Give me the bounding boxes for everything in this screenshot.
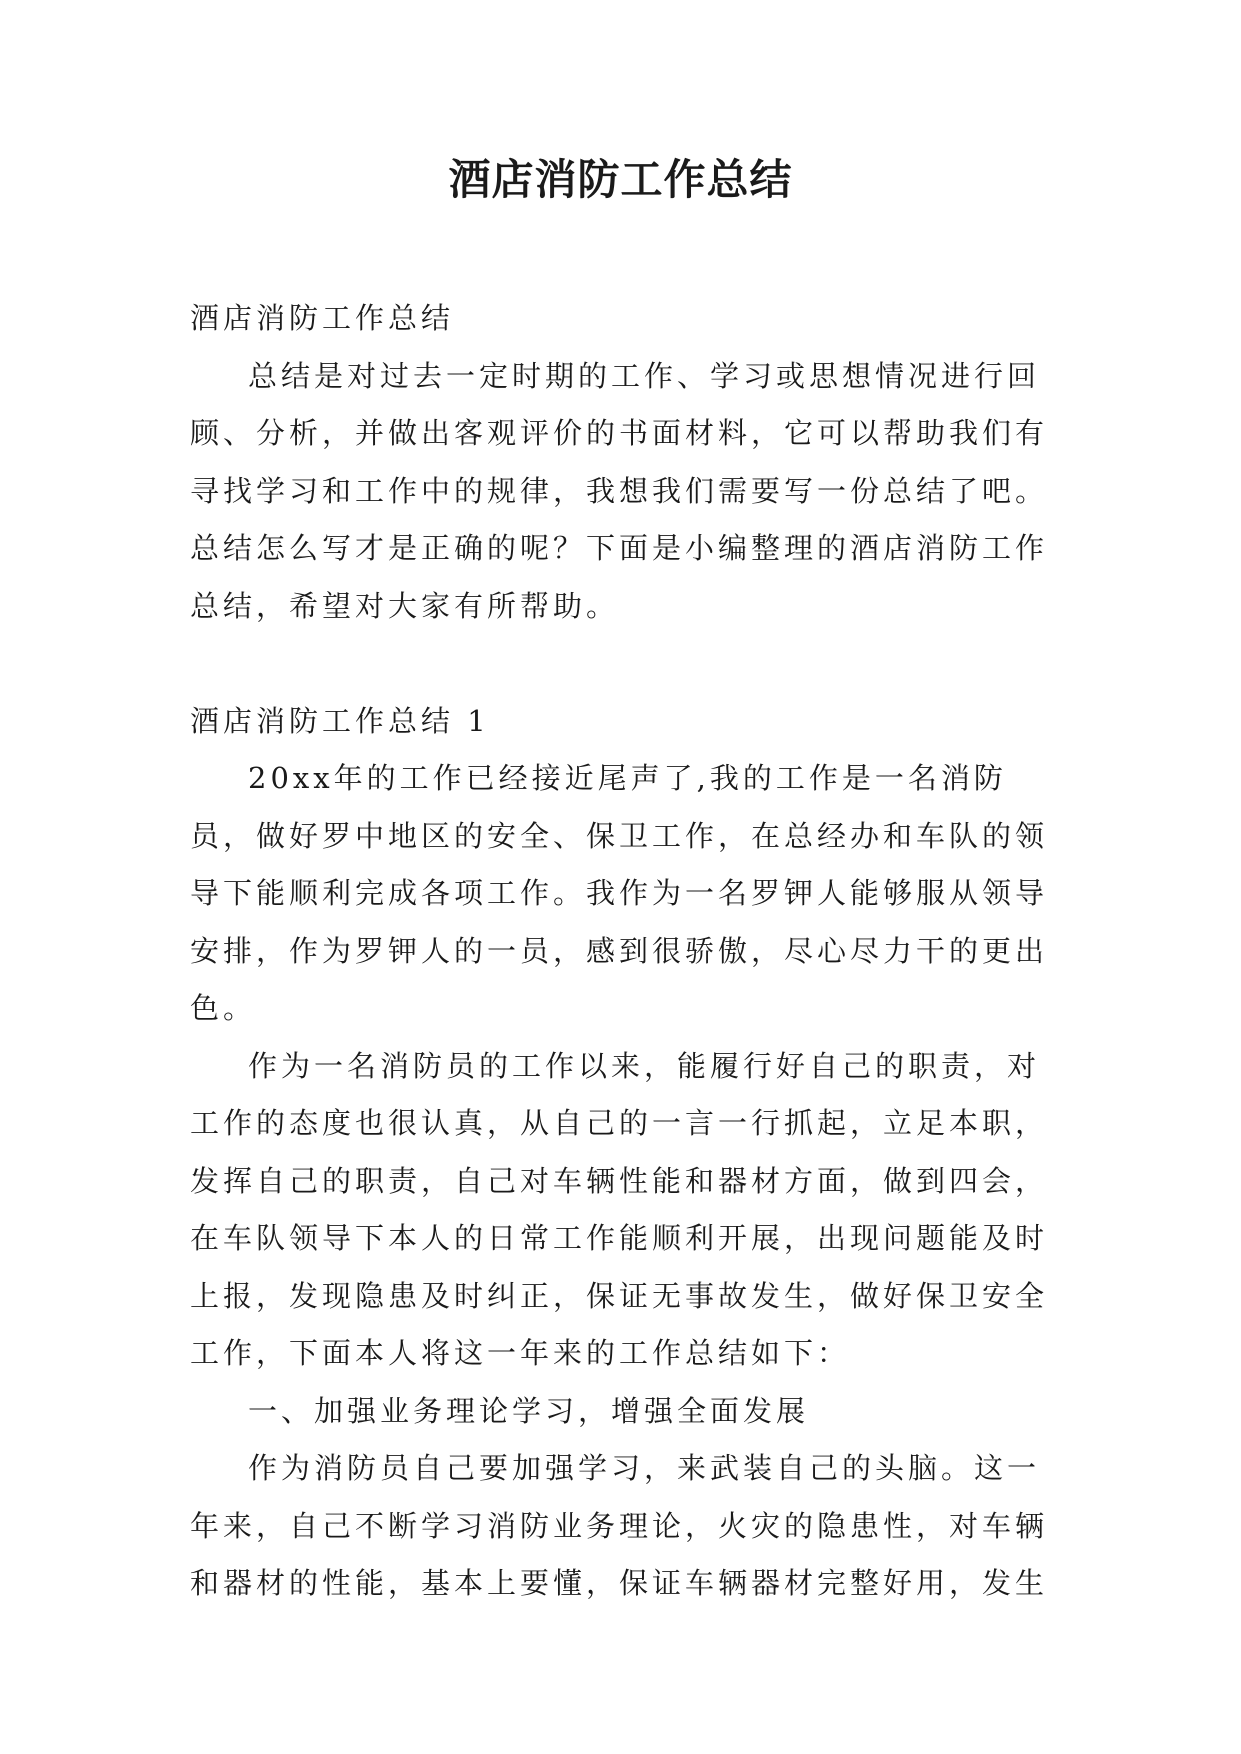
document-subtitle: 酒店消防工作总结 <box>190 301 455 335</box>
body-paragraph: 作为一名消防员的工作以来，能履行好自己的职责，对工作的态度也很认真，从自己的一言一行抓起，立足本职，发挥自己的职责，自己对车辆性能和器材方面，做到四会，在车队领导下本人的日常工作能顺利开展，出现问题能及时上报，发现隐患及时纠正，保证无事故发生，做好保卫安全工作，下面本人将这一年来的工作总结如下： <box>190 1048 1049 1370</box>
section-heading: 一、加强业务理论学习，增强全面发展 <box>248 1393 810 1428</box>
body-paragraph: 20xx年的工作已经接近尾声了,我的工作是一名消防员，做好罗中地区的安全、保卫工作，在总经办和车队的领导下能顺利完成各项工作。我作为一名罗钾人能够服从领导安排，作为罗钾人的一员，感到很骄傲，尽心尽力干的更出色。 <box>190 761 1049 1025</box>
document-body <box>190 290 1060 1613</box>
body-paragraph: 作为消防员自己要加强学习，来武装自己的头脑。这一年来，自己不断学习消防业务理论，火灾的隐患性，对车辆和器材的性能，基本上要懂，保证车辆器材完整好用，发生 <box>190 1451 1049 1600</box>
document-title: 酒店消防工作总结 <box>448 155 793 204</box>
section-title: 酒店消防工作总结 1 <box>190 703 490 738</box>
intro-paragraph: 总结是对过去一定时期的工作、学习或思想情况进行回顾、分析，并做出客观评价的书面材料，它可以帮助我们有寻找学习和工作中的规律，我想我们需要写一份总结了吧。总结怎么写才是正确的呢？下面是小编整理的酒店消防工作总结，希望对大家有所帮助。 <box>190 358 1049 623</box>
paragraph-spacer <box>190 635 1060 693</box>
